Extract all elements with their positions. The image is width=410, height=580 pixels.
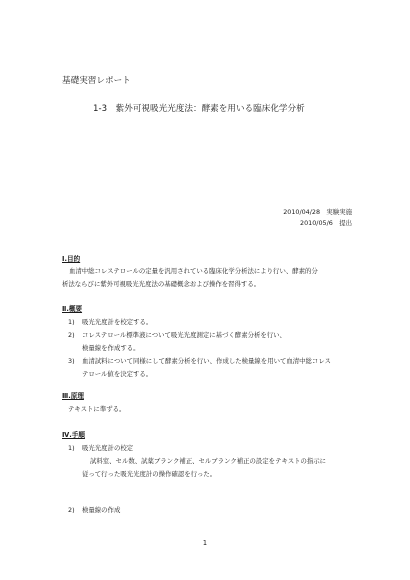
procedure-item-text: 試料室、セル数、試薬ブランク補正、セルブランク補正の設定をテキストの指示に bbox=[90, 457, 327, 465]
overview-item-text: コレステロール標準液について吸光光度測定に基づく酵素分析を行い、 bbox=[82, 331, 286, 339]
overview-item-text: 吸光光度計を校定する。 bbox=[82, 318, 153, 326]
procedure-item-title: 検量線の作成 bbox=[82, 506, 121, 514]
principle-text: テキストに準ずる。 bbox=[68, 405, 126, 413]
overview-item-text: テロール値を決定する。 bbox=[82, 370, 153, 378]
procedure-item-number: 2) bbox=[68, 506, 75, 514]
procedure-item-number: 1) bbox=[68, 444, 75, 452]
procedure-item-text: 従って行った吸光光度計の操作確認を行った。 bbox=[82, 470, 217, 478]
section-heading-purpose: Ⅰ.目的 bbox=[62, 255, 81, 263]
overview-item-text: 検量線を作成する。 bbox=[82, 344, 140, 352]
overview-item-text: 血清試料について同様にして酵素分析を行い、作成した検量線を用いて血清中総コレス bbox=[82, 357, 331, 365]
submission-date: 2010/05/6 提出 bbox=[300, 219, 352, 227]
experiment-date: 2010/04/28 実験実施 bbox=[283, 208, 352, 216]
overview-item-number: 1) bbox=[68, 318, 75, 326]
overview-item-number: 3) bbox=[68, 357, 75, 365]
report-title: 1-3 紫外可視吸光光度法：酵素を用いる臨床化学分析 bbox=[93, 104, 305, 114]
section-heading-overview: Ⅱ.概要 bbox=[62, 305, 83, 313]
purpose-text-line-2: 析法ならびに紫外可視吸光光度法の基礎概念および操作を習得する。 bbox=[62, 280, 261, 288]
purpose-text-line-1: 血清中総コレステロールの定量を汎用されている臨床化学分析法により行い、酵素的分 bbox=[69, 267, 318, 275]
section-heading-procedure: Ⅳ.手順 bbox=[62, 431, 85, 439]
page-number: 1 bbox=[202, 539, 208, 547]
report-type-label: 基礎実習レポート bbox=[62, 76, 131, 86]
overview-item-number: 2) bbox=[68, 331, 75, 339]
section-heading-principle: Ⅲ.原理 bbox=[62, 392, 84, 400]
procedure-item-title: 吸光光度計の校定 bbox=[82, 444, 134, 452]
